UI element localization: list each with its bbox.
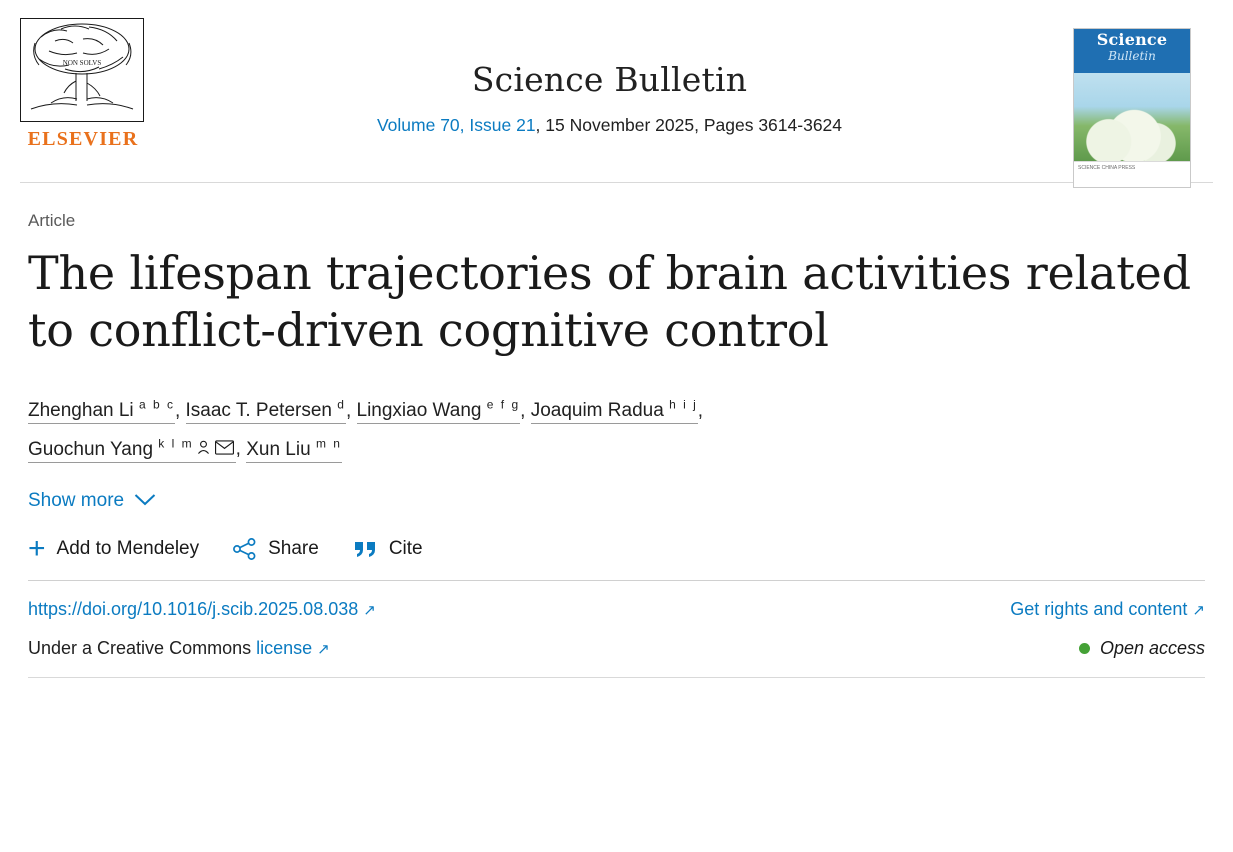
plus-icon: + [28,532,46,566]
author-name: Joaquim Radua [530,400,664,422]
license-link[interactable] [256,638,330,658]
author-item[interactable] [531,400,698,424]
rights-text: Get rights and content [1010,599,1188,620]
author-affiliations: a b c [138,398,175,412]
article-header [0,183,1233,580]
cover-subtitle: Bulletin [1108,49,1156,63]
add-to-mendeley-label: Add to Mendeley [56,538,200,560]
author-affiliations: d [337,398,346,412]
license-row [0,620,1233,659]
svg-text:NON SOLVS: NON SOLVS [62,59,102,67]
open-access-label: Open access [1099,638,1205,659]
author-name: Lingxiao Wang [356,400,482,422]
cover-footer: SCIENCE CHINA PRESS [1074,161,1190,187]
journal-issue [146,115,1073,136]
author-name: Isaac T. Petersen [185,400,332,422]
status-badge [1079,638,1205,659]
author-name: Guochun Yang [28,438,154,460]
author-item[interactable] [357,400,521,424]
issue-details: , 15 November 2025, Pages 3614-3624 [535,115,843,135]
show-more-label: Show more [28,490,125,512]
chevron-down-icon [134,490,156,512]
author-separator: , [520,400,526,422]
license-text [28,638,330,659]
author-separator: , [345,400,352,422]
author-separator: , [174,400,181,422]
author-affiliations: e f g [486,398,521,412]
article-actions [28,532,1205,580]
author-list [28,389,1205,466]
author-item[interactable] [28,436,236,463]
elsevier-tree-logo-icon [20,18,144,122]
author-item[interactable] [186,400,346,424]
page-title: The lifespan trajectories of brain activities related to conflict-driven cognitive control [28,246,1191,357]
elsevier-wordmark: ELSEVIER [27,128,139,150]
cover-artwork [1074,73,1190,161]
author-name: Xun Liu [246,438,311,460]
journal-info [146,18,1073,136]
quote-icon [353,540,378,559]
author-separator: , [697,400,704,422]
license-prefix: Under a Creative Commons [28,638,252,659]
bottom-divider [28,677,1205,678]
external-link-icon: ↗ [317,641,330,659]
author-name: Zhenghan Li [28,400,134,422]
share-icon [233,538,257,560]
license-link-label: license [256,638,313,659]
add-to-mendeley-button[interactable] [28,532,200,566]
journal-header [0,0,1233,182]
cite-label: Cite [388,538,423,560]
author-affiliations: h i j [669,398,698,412]
journal-title: Science Bulletin [471,60,748,99]
author-separator: , [235,438,241,460]
elsevier-logo[interactable] [20,18,146,151]
share-label: Share [268,538,319,560]
cover-title: Science [1096,30,1168,49]
author-affiliations: m n [315,436,342,451]
journal-cover[interactable] [1073,18,1193,188]
open-access-dot-icon [1079,643,1090,654]
share-button[interactable] [233,538,319,560]
doi-row [0,581,1233,620]
author-item[interactable] [28,400,175,424]
author-affiliations: k l m [158,436,194,451]
article-type: Article [28,211,76,230]
journal-cover-image [1073,28,1191,188]
envelope-icon[interactable] [215,433,234,466]
author-item[interactable] [246,436,342,463]
get-rights-and-content-link[interactable] [1010,599,1205,620]
cite-button[interactable] [353,538,423,560]
external-link-icon: ↗ [363,602,376,620]
person-icon[interactable] [196,433,211,466]
show-more-button[interactable] [28,490,156,512]
external-link-icon: ↗ [1192,602,1205,620]
issue-link[interactable]: Volume 70, Issue 21 [376,115,536,135]
doi-link[interactable] [28,599,376,620]
doi-text: https://doi.org/10.1016/j.scib.2025.08.038 [28,599,359,620]
